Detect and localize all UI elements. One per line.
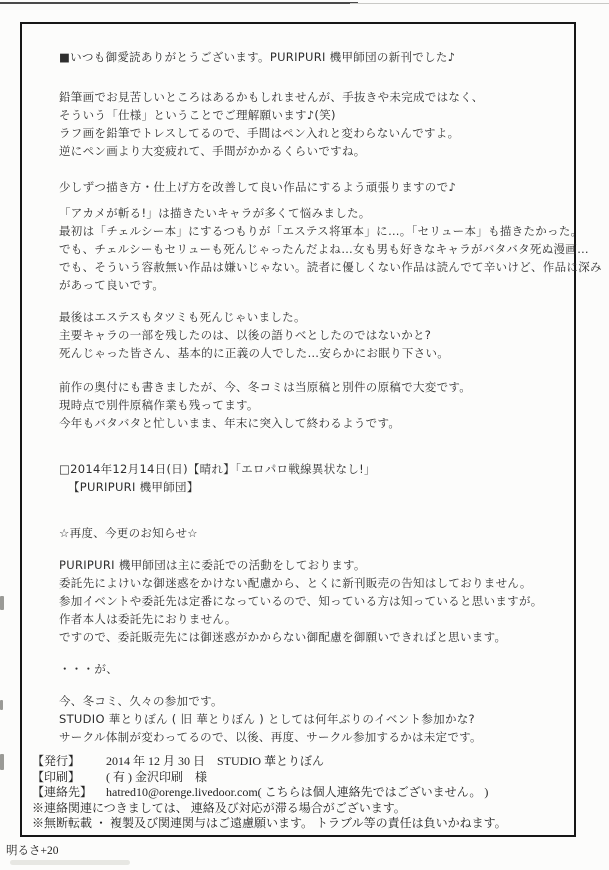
colophon: [32, 754, 564, 832]
colophon-row-publisher: [32, 754, 564, 770]
text-line: そういう「仕様」ということでご理解願います♪(笑): [59, 108, 336, 122]
text-line: でも、そういう容赦無い作品は嫌いじゃない。読者に優しくない作品は読んでて辛いけど、作品に深み: [59, 260, 602, 274]
paragraph-akame: [59, 204, 602, 294]
event-date-line: □2014年12月14日(日)【晴れ】「エロパロ戦線異状なし!」: [59, 462, 376, 476]
colophon-value: 2014 年 12 月 30 日 STUDIO 華とりぼん: [106, 754, 324, 768]
colophon-note: ※無断転載 ・ 複製及び関連関与はご遠慮願います。 トラブル等の責任は負いかねます。: [32, 816, 507, 830]
colophon-label: 【発行】: [32, 754, 81, 768]
scan-edge-artifact-faint: [350, 3, 609, 4]
scan-speck: [0, 700, 3, 710]
text-line: 「アカメが斬る!」は描きたいキャラが多くて悩みました。: [59, 206, 371, 220]
text-line: 委託先によけいな御迷惑をかけない配慮から、とくに新刊販売の告知はしておりません。: [59, 576, 532, 590]
closing-paragraph: [59, 692, 558, 746]
notice-header: [59, 524, 558, 542]
notice-paragraph: [59, 556, 558, 646]
text-line: 逆にペン画より大変疲れて、手間がかかるくらいですね。: [59, 144, 366, 158]
colophon-contact-email: hatred10@orenge.livedoor.com( こちらは個人連絡先ではございません。 ): [106, 785, 489, 799]
text-line: 主要キャラの一部を残したのは、以後の語りべとしたのではないかと?: [59, 328, 432, 342]
greeting-paragraph: [59, 48, 558, 66]
paragraph-pencil-art: [59, 88, 558, 160]
event-block: [59, 460, 558, 496]
scan-speck: [0, 596, 4, 610]
scan-smudge: [10, 860, 130, 865]
text-line: 今年もバタバタと忙しいまま、年末に突入して終わるようです。: [59, 416, 401, 430]
text-line: 死んじゃった皆さん、基本的に正義の人でした…安らかにお眠り下さい。: [59, 346, 450, 360]
text-line: 現時点で別件原稿作業も残ってます。: [59, 398, 259, 412]
text-line: があって良いです。: [59, 278, 165, 292]
colophon-note: ※連絡関連につきましては、 連絡及び対応が滞る場合がございます。: [32, 800, 406, 815]
text-line: 参加イベントや委託先は定番になっているので、知っている方は知っていると思いますが。: [59, 594, 543, 608]
scan-edge-artifact: [0, 2, 358, 4]
paragraph-characters: [59, 308, 558, 362]
paragraph-deadline: [59, 378, 558, 432]
brightness-adjustment-note: 明るさ+20: [6, 845, 59, 857]
colophon-row-contact: [32, 785, 564, 801]
text-line: STUDIO 華とりぼん ( 旧 華とりぼん ) としては何年ぶりのイベント参加かな?: [59, 712, 475, 726]
text-line: 前作の奥付にも書きましたが、今、冬コミは当原稿と別件の原稿で大変です。: [59, 380, 472, 394]
event-circle-line: 【PURIPURI 機甲師団】: [68, 480, 199, 494]
text-line: 少しずつ描き方・仕上げ方を改善して良い作品にするよう頑張りますので♪: [59, 180, 457, 194]
interlude-line: ・・・が、: [59, 662, 118, 676]
colophon-row-printer: [32, 770, 564, 786]
text-line: 最初は「チェルシー本」にするつもりが「エステス将軍本」に…。「セリュー本」も描きたかった。: [59, 224, 583, 238]
text-line: サークル体制が変わってるので、以後、再度、サークル参加するかは未定です。: [59, 730, 482, 744]
scan-speck: [0, 754, 4, 770]
notice-header-line: ☆再度、今更のお知らせ☆: [59, 526, 198, 540]
text-line: ラフ画を鉛筆でトレスしてるので、手間はペン入れと変わらないんですよ。: [59, 126, 460, 140]
text-line: ですので、委託販売先には御迷惑がかからない御配慮を御願いできればと思います。: [59, 630, 507, 644]
colophon-value: ( 有 ) 金沢印刷 様: [106, 769, 207, 784]
text-line: 今、冬コミ、久々の参加です。: [59, 694, 223, 708]
text-line: でも、チェルシーもセリューも死んじゃったんだよね…女も男も好きなキャラがバタバタ死ぬ漫画…: [59, 242, 589, 256]
text-line: 作者本人は委託先におりません。: [59, 612, 237, 626]
greeting-line: ■いつも御愛読ありがとうございます。PURIPURI 機甲師団の新刊でした♪: [59, 50, 456, 64]
afterword-frame: [20, 22, 602, 837]
interlude: [59, 660, 558, 678]
colophon-label: 【連絡先】: [32, 785, 93, 799]
text-line: 鉛筆画でお見苦しいところはあるかもしれませんが、手抜きや未完成ではなく、: [59, 90, 484, 104]
text-line: 最後はエステスもタツミも死んじゃいました。: [59, 310, 306, 324]
paragraph-improvement: [59, 178, 558, 196]
text-line: PURIPURI 機甲師団は主に委託での活動をしております。: [59, 558, 366, 572]
colophon-label: 【印刷】: [32, 769, 81, 784]
